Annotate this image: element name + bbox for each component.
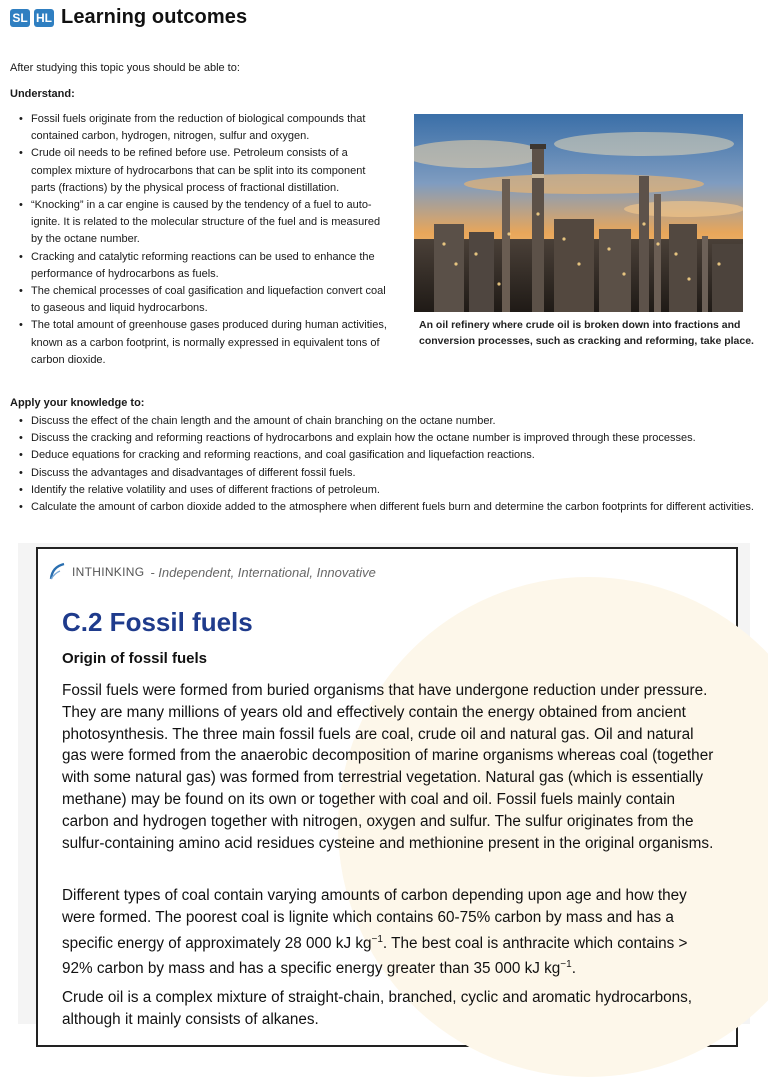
unit-superscript: −1 bbox=[560, 959, 572, 971]
tagline: - Independent, International, Innovative bbox=[150, 564, 376, 580]
figure-caption: An oil refinery where crude oil is broken down into fractions and conversion processes, such as cracking and reforming, take place. bbox=[419, 319, 754, 347]
logo-text: INTHINKING bbox=[72, 565, 145, 579]
unit-superscript: −1 bbox=[371, 933, 383, 945]
list-item: • Cracking and catalytic reforming reactions can be used to enhance the performance of hydrocarbons as fuels. bbox=[10, 249, 390, 283]
list-item: • Discuss the effect of the chain length and the amount of chain branching on the octane number. bbox=[0, 413, 760, 430]
sl-badge: SL bbox=[10, 9, 30, 27]
list-item: • The total amount of greenhouse gases produced during human activities, known as a carbon footprint, is normally expressed in equivalent tons of carbon dioxide. bbox=[10, 317, 390, 369]
learning-outcomes-header bbox=[10, 6, 247, 29]
swoosh-icon bbox=[48, 561, 70, 583]
list-item: • Crude oil needs to be refined before use. Petroleum consists of a complex mixture of hydrocarbons that can be split into its component parts (fractions) by the physical process of fractional distillation. bbox=[10, 145, 390, 197]
apply-heading: Apply your knowledge to: bbox=[10, 397, 145, 409]
paragraph-crude-oil: Crude oil is a complex mixture of straight-chain, branched, cyclic and aromatic hydrocarbons, although it mainly consists of alkanes. bbox=[62, 989, 693, 1028]
section-title: C.2 Fossil fuels bbox=[62, 607, 253, 637]
list-item: • Calculate the amount of carbon dioxide added to the atmosphere when different fuels burn and determine the carbon footprints for different activities. bbox=[0, 499, 760, 516]
understand-list bbox=[10, 111, 390, 369]
page-title: Learning outcomes bbox=[61, 6, 248, 28]
list-item: • Deduce equations for cracking and reforming reactions, and coal gasification and liquefaction reactions. bbox=[0, 447, 760, 464]
apply-list bbox=[0, 413, 760, 516]
list-item: • Fossil fuels originate from the reduction of biological compounds that contained carbon, hydrogen, nitrogen, sulfur and oxygen. bbox=[10, 111, 390, 145]
paragraph-coal bbox=[62, 885, 722, 980]
list-item: • Discuss the cracking and reforming reactions of hydrocarbons and explain how the octane number is improved through these processes. bbox=[0, 430, 760, 447]
subheading: Origin of fossil fuels bbox=[62, 650, 208, 667]
paragraph-coal-part-1: Different types of coal contain varying amounts of carbon depending upon age and how they were formed. The poorest coal is lignite which contains 60-75% carbon by mass and has a specific energy of approximately 28 000 kJ kg bbox=[62, 887, 687, 952]
list-item: • The chemical processes of coal gasification and liquefaction convert coal to gaseous and liquid hydrocarbons. bbox=[10, 283, 390, 317]
paragraph-coal-part-3: . bbox=[571, 960, 576, 978]
paragraph-origin: Fossil fuels were formed from buried organisms that have undergone reduction under pressure. They are many millions of years old and effectively contain the energy obtained from ancient photosynthesis. The three main fossil fuels are coal, crude oil and natural gas. Oil and natural gas were formed from the anaerobic decomposition of marine organisms whereas coal (together with some natural gas) was formed from terrestrial vegetation. Natural gas (which is essentially methane) may be found on its own or together with coal and oil. Fossil fuels mainly contain carbon and hydrogen together with nitrogen, oxygen and sulfur. The sulfur originates from the sulfur-containing amino acid residues cysteine and methionine present in the original organisms. bbox=[62, 682, 714, 852]
paragraph-coal-part-2: . The best coal is anthracite which contains > 92% carbon by mass and has a specific energy greater than 35 000 kJ kg bbox=[62, 934, 688, 978]
list-item: • “Knocking” in a car engine is caused by the tendency of a fuel to auto-ignite. It is related to the molecular structure of the fuel and is measured by the octane number. bbox=[10, 197, 390, 249]
intro-text: After studying this topic yous should be able to: bbox=[10, 62, 240, 74]
hl-badge: HL bbox=[36, 10, 52, 25]
inthinking-logo bbox=[48, 561, 376, 583]
list-item: • Discuss the advantages and disadvantages of different fossil fuels. bbox=[0, 465, 760, 482]
list-item: • Identify the relative volatility and uses of different fractions of petroleum. bbox=[0, 482, 760, 499]
understand-heading: Understand: bbox=[10, 88, 75, 100]
inset-document bbox=[36, 547, 738, 1047]
refinery-photo bbox=[414, 114, 743, 312]
